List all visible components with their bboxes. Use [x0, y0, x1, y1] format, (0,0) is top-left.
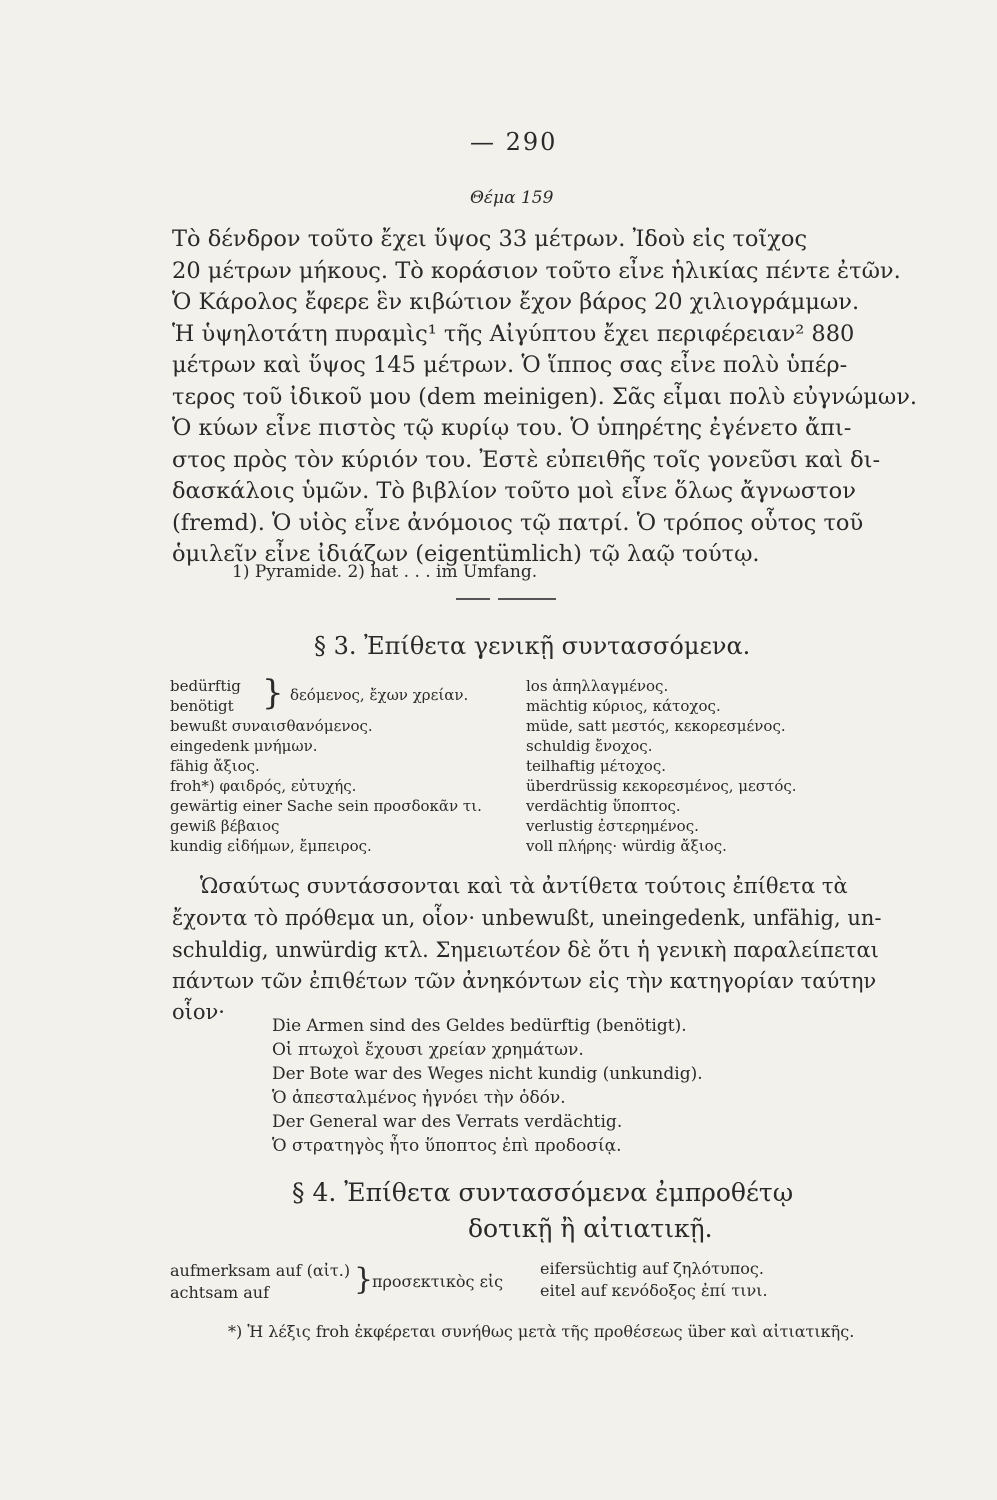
- list-item: schuldig ἔνοχος.: [526, 737, 653, 755]
- text-line: schuldig, unwürdig κτλ. Σημειωτέον δὲ ὅτι ἡ γενικὴ παραλείπεται: [172, 938, 879, 962]
- example-greek: Ὁ ἀπεσταλμένος ἠγνόει τὴν ὁδόν.: [272, 1088, 566, 1108]
- text-line: πάντων τῶν ἐπιθέτων τῶν ἀνηκόντων εἰς τὴν κατηγορίαν ταύτην: [172, 969, 877, 993]
- list-item: voll πλήρης· würdig ἄξιος.: [526, 837, 727, 855]
- list-item: fähig ἄξιος.: [170, 757, 260, 775]
- brace-icon: }: [354, 1262, 374, 1297]
- text-line: Τὸ δένδρον τοῦτο ἔχει ὕψος 33 μέτρων. Ἰδοὺ εἰς τοῖχος: [172, 226, 808, 252]
- example-german: Der General war des Verrats verdächtig.: [272, 1112, 623, 1132]
- list-item: bewußt συναισθανόμενος.: [170, 717, 373, 735]
- list-item: verlustig ἐστερημένος.: [526, 817, 699, 835]
- list-item: froh*) φαιδρός, εὐτυχής.: [170, 777, 357, 795]
- divider: [498, 598, 556, 600]
- footnote-1: 1) Pyramide. 2) hat . . . im Umfang.: [232, 562, 538, 582]
- footnote-2: *) Ἡ λέξις froh ἐκφέρεται συνήθως μετὰ τῆς προθέσεως über καὶ αἰτιατικῆς.: [228, 1322, 855, 1341]
- divider: [456, 598, 490, 600]
- text-line: οἷον·: [172, 1000, 225, 1024]
- list-item: achtsam auf: [170, 1283, 270, 1302]
- example-german: Der Bote war des Weges nicht kundig (unkundig).: [272, 1064, 703, 1084]
- text-line: 20 μέτρων μήκους. Τὸ κοράσιον τοῦτο εἶνε ἡλικίας πέντε ἐτῶν.: [172, 258, 901, 284]
- text-line: Ἡ ὑψηλοτάτη πυραμὶς¹ τῆς Αἰγύπτου ἔχει περιφέρειαν² 880: [172, 321, 855, 347]
- list-item: eingedenk μνήμων.: [170, 737, 318, 755]
- list-item: teilhaftig μέτοχος.: [526, 757, 666, 775]
- list-item: eifersüchtig auf ζηλότυπος.: [540, 1259, 764, 1278]
- section-3-title: § 3. Ἐπίθετα γενικῇ συντασσόμενα.: [314, 632, 751, 660]
- text-line: Ὁ Κάρολος ἔφερε ἓν κιβώτιον ἔχον βάρος 20 χιλιογράμμων.: [172, 289, 860, 315]
- text-line: ἔχοντα τὸ πρόθεμα un, οἷον· unbewußt, uneingedenk, unfähig, un-: [172, 906, 882, 930]
- section-3-right-list: [526, 676, 797, 856]
- section-4-subtitle: δοτικῇ ἢ αἰτιατικῇ.: [468, 1214, 713, 1243]
- list-item: los ἀπηλλαγμένος.: [526, 677, 669, 695]
- list-item: kundig εἰδήμων, ἔμπειρος.: [170, 837, 372, 855]
- list-item: überdrüssig κεκορεσμένος, μεστός.: [526, 777, 797, 795]
- text-line: στος πρὸς τὸν κύριόν του. Ἐστὲ εὐπειθῆς τοῖς γονεῦσι καὶ δι-: [172, 447, 881, 473]
- brace-icon: }: [262, 673, 284, 713]
- list-item: eitel auf κενόδοξος ἐπί τινι.: [540, 1281, 768, 1300]
- text-line: δασκάλοις ὑμῶν. Τὸ βιβλίον τοῦτο μοὶ εἶνε ὅλως ἄγνωστον: [172, 478, 856, 504]
- theme-heading: Θέμα 159: [470, 188, 554, 208]
- section-4-title: § 4. Ἐπίθετα συντασσόμενα ἐμπροθέτῳ: [292, 1178, 794, 1207]
- text-line: ὁμιλεῖν εἶνε ἰδιάζων (eigentümlich) τῷ λαῷ τούτῳ.: [172, 541, 760, 567]
- text-line: τερος τοῦ ἰδικοῦ μου (dem meinigen). Σᾶς εἶμαι πολὺ εὐγνώμων.: [172, 384, 918, 410]
- text-line: Ὁ κύων εἶνε πιστὸς τῷ κυρίῳ του. Ὁ ὑπηρέτης ἐγένετο ἄπι-: [172, 415, 852, 441]
- section-4-right-list: [540, 1258, 768, 1302]
- list-item: gewiß βέβαιος: [170, 817, 280, 835]
- text-line: Ὡσαύτως συντάσσονται καὶ τὰ ἀντίθετα τούτοις ἐπίθετα τὰ: [200, 874, 848, 898]
- list-item: verdächtig ὕποπτος.: [526, 797, 681, 815]
- list-item: benötigt: [170, 697, 234, 715]
- list-item: mächtig κύριος, κάτοχος.: [526, 697, 721, 715]
- section-4-gloss: προσεκτικὸς εἰς: [372, 1272, 504, 1291]
- text-line: (fremd). Ὁ υἱὸς εἶνε ἀνόμοιος τῷ πατρί. Ὁ τρόπος οὗτος τοῦ: [172, 510, 864, 536]
- list-item: aufmerksam auf (αἰτ.): [170, 1261, 351, 1280]
- example-greek: Ὁ στρατηγὸς ἦτο ὕποπτος ἐπὶ προδοσίᾳ.: [272, 1136, 622, 1156]
- brace-gloss: δεόμενος, ἔχων χρείαν.: [290, 686, 469, 704]
- page-number: — 290: [470, 128, 558, 156]
- section-4-left-list: [170, 1260, 350, 1304]
- list-item: bedürftig: [170, 677, 241, 695]
- text-line: μέτρων καὶ ὕψος 145 μέτρων. Ὁ ἵππος σας εἶνε πολὺ ὑπέρ-: [172, 352, 848, 378]
- list-item: gewärtig einer Sache sein προσδοκᾶν τι.: [170, 797, 482, 815]
- example-german: Die Armen sind des Geldes bedürftig (benötigt).: [272, 1016, 687, 1036]
- example-greek: Οἱ πτωχοὶ ἔχουσι χρείαν χρημάτων.: [272, 1040, 584, 1060]
- list-item: müde, satt μεστός, κεκορεσμένος.: [526, 717, 786, 735]
